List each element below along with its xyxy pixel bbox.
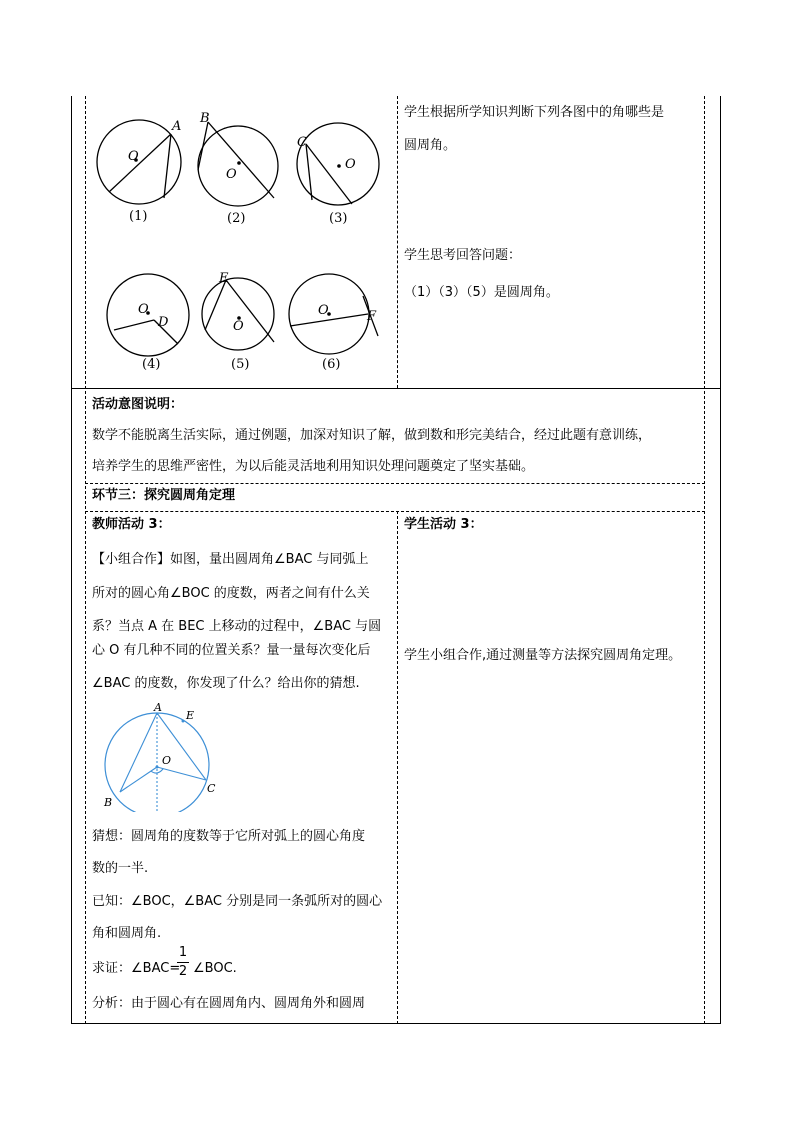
figure-2-center-label: O [226,167,237,182]
theorem-point-e: E [186,709,195,722]
figure-4-center-label: O [138,302,149,317]
student-think-prompt: 学生思考回答问题： [404,248,522,263]
theorem-center-o: O [162,754,172,767]
figure-2-point-label: B [200,111,210,126]
analysis-line: 分析：由于圆心有在圆周角内、圆周角外和圆周 [92,996,366,1011]
teacher-line-4: 心 O 有几种不同的位置关系？量一量每次变化后 [92,643,371,658]
figure-1-caption: (1) [129,209,148,224]
top-col-divider [397,96,398,388]
theorem-point-b: B [104,796,113,809]
theorem-point-c: C [207,782,216,795]
intent-title: 活动意图说明： [92,397,184,412]
intent-line2: 培养学生的思维严密性，为以后能灵活地利用知识处理问题奠定了坚实基础。 [92,459,535,474]
table-bottom-border [71,1023,721,1024]
teacher-line-1: 【小组合作】如图，量出圆周角∠BAC 与同弧上 [92,552,369,567]
known-line2: 角和圆周角. [92,926,162,941]
inscribed-angle-figure [98,700,228,812]
section3-title: 环节三：探究圆周角定理 [92,488,236,503]
figure-1-center-label: O [128,149,139,164]
row-line-3 [85,511,705,512]
teacher-line-3: 系？当点 A 在 BEC 上移动的过程中，∠BAC 与圆 [92,619,382,634]
prove-fraction [177,946,189,979]
figure-1-point-label: A [172,119,182,134]
figure-2-caption: (2) [227,211,246,226]
figure-5-circle [202,278,274,350]
figure-4-point-label: D [158,315,169,330]
prove-suffix: ∠BOC. [193,961,237,976]
bottom-col-divider [397,511,398,1024]
student-answer: （1）（3）（5）是圆周角。 [404,285,559,300]
figure-3-point-label: C [297,135,307,150]
teacher-activity-title: 教师活动 3： [92,517,171,532]
row-line-1 [71,388,721,389]
figure-6-center-label: O [318,303,329,318]
fraction-denominator: 2 [178,964,188,979]
table-left-border [71,96,72,1024]
fraction-numerator: 1 [178,945,188,960]
known-line1: 已知：∠BOC，∠BAC 分别是同一条弧所对的圆心 [92,894,383,909]
student-activity-title: 学生活动 3： [404,517,483,532]
cell-right-dashed [704,96,705,1024]
student-activity-text: 学生小组合作,通过测量等方法探究圆周角定理。 [404,648,682,663]
teacher-line-5: ∠BAC 的度数，你发现了什么？给出你的猜想. [92,676,360,691]
figure-6-caption: (6) [322,357,341,372]
figure-5-point-label: E [219,271,229,286]
figure-6-point-label: F [367,309,377,324]
figure-3-center-label: O [345,157,356,172]
theorem-point-a: A [154,701,162,714]
teacher-line-2: 所对的圆心角∠BOC 的度数，两者之间有什么关 [92,586,370,601]
figure-5-caption: (5) [231,357,250,372]
figure-3-circle [297,123,379,205]
figure-5-center-label: O [233,319,244,334]
guess-line2: 数的一半. [92,861,149,876]
guess-line1: 猜想：圆周角的度数等于它所对弧上的圆心角度 [92,829,366,844]
circle-angle-figures [86,100,396,385]
student-judge-line1: 学生根据所学知识判断下列各图中的角哪些是 [404,105,665,120]
student-judge-line2: 圆周角。 [404,138,457,153]
intent-line1: 数学不能脱离生活实际，通过例题，加深对知识了解，做到数和形完美结合，经过此题有意训练， [92,428,652,443]
fraction-bar [177,962,189,963]
figure-2-circle [198,126,278,206]
figure-3-caption: (3) [329,211,348,226]
row-line-2 [85,483,705,484]
figure-4-caption: (4) [142,357,161,372]
table-right-border [720,96,721,1024]
prove-prefix: 求证：∠BAC= [92,961,181,976]
